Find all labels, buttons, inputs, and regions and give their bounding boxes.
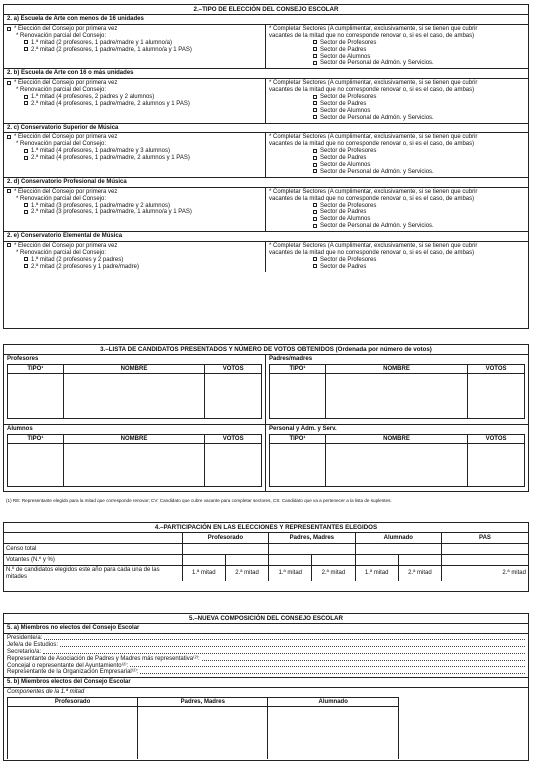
checkbox-icon[interactable] <box>24 156 28 160</box>
checkbox-icon[interactable] <box>24 101 28 105</box>
option-label: 2.ª mitad (4 profesores, 1 padre/madre, 2 alumnos y 1 PAS) <box>31 100 190 107</box>
election-type-row <box>4 188 528 232</box>
col-votos: VOTOS <box>485 435 507 442</box>
votantes-cell[interactable] <box>355 555 398 566</box>
partial-renewal-label: * Renovación parcial del Consejo: <box>16 249 107 256</box>
col-alumnado: Alumnado <box>355 533 441 544</box>
sector-label: Sector de Alumnos <box>320 107 371 114</box>
sector-label: Sector de Alumnos <box>320 216 371 223</box>
mitad-1: 1.ª mitad <box>182 566 225 582</box>
non-elected-member[interactable] <box>4 642 528 649</box>
sector-option[interactable] <box>269 223 525 230</box>
complete-sectors-note: * Completar Sectores (A cumplimentar, exclusivamente, si se tienen que cubrir <box>269 134 478 141</box>
votantes-cell[interactable] <box>398 555 441 566</box>
election-options <box>4 133 266 176</box>
non-elected-member[interactable] <box>4 656 528 663</box>
first-election-option[interactable] <box>7 189 262 196</box>
section-2-title: 2.–TIPO DE ELECCIÓN DEL CONSEJO ESCOLAR <box>4 5 528 15</box>
nombre-cell[interactable] <box>326 374 468 418</box>
censo-cell[interactable] <box>182 544 268 555</box>
option-label: 1.ª mitad (4 profesores, 1 padre/madre y 3 alumnos) <box>31 148 170 155</box>
election-options <box>4 79 266 122</box>
complete-sectors-note: vacantes de la mitad que no corresponde renovar o, si es el caso, de ambas) <box>269 141 475 148</box>
checkbox-icon[interactable] <box>7 135 11 139</box>
section-4 <box>3 522 529 592</box>
footnote: (1) RE: Representante elegido para la mitad que corresponde renovar; CV: Candidato que cubre vacante para completar sectores, CS: Candidato que va a pertenecer a la lista de suplentes. <box>6 498 392 503</box>
censo-cell[interactable] <box>269 544 355 555</box>
election-options <box>4 242 266 272</box>
sector-option[interactable] <box>269 162 525 169</box>
tipo-cell[interactable] <box>270 444 326 486</box>
first-half-option[interactable] <box>7 257 262 264</box>
option-label: 2.ª mitad (3 profesores, 1 padre/madre, 1 alumno/a y 1 PAS) <box>31 209 192 216</box>
sector-label: Sector de Profesores <box>320 39 377 46</box>
second-half-option[interactable] <box>7 101 262 108</box>
sector-option[interactable] <box>269 148 525 155</box>
sector-label: Sector de Alumnos <box>320 53 371 60</box>
censo-cell[interactable] <box>442 544 529 555</box>
sector-label: Sector de Personal de Admón. y Servicios. <box>320 168 434 175</box>
election-type-title: 2. b) Escuela de Arte con 16 o más unidades <box>4 69 528 79</box>
checkbox-icon[interactable] <box>313 203 317 207</box>
option-label: * Elección del Consejo por primera vez <box>14 134 118 141</box>
section-2-blocks <box>4 15 528 271</box>
election-type-row <box>4 133 528 177</box>
complete-sectors-note: * Completar Sectores (A cumplimentar, exclusivamente, si se tienen que cubrir <box>269 242 478 249</box>
checkbox-icon[interactable] <box>7 189 11 193</box>
member-label: Representante de la Organización Empresarial⁽²⁾: <box>7 669 139 676</box>
checkbox-icon[interactable] <box>313 163 317 167</box>
complete-sectors-note: vacantes de la mitad que no corresponde renovar o, si es el caso, de ambas) <box>269 32 475 39</box>
col-tipo: TIPO¹ <box>8 435 64 443</box>
first-election-option[interactable] <box>7 80 262 87</box>
row-censo: Censo total <box>4 544 182 555</box>
sector-label: Sector de Padres <box>320 155 367 162</box>
option-label: * Elección del Consejo por primera vez <box>14 188 118 195</box>
sector-option[interactable] <box>269 203 525 210</box>
checkbox-icon[interactable] <box>313 95 317 99</box>
participation-table <box>4 533 528 581</box>
mitad-2: 2.ª mitad <box>312 566 355 582</box>
option-label: 2.ª mitad (2 profesores y 1 padre/madre) <box>31 263 139 270</box>
sector-option[interactable] <box>269 60 525 67</box>
election-type-title: 2. a) Escuela de Arte con menos de 16 unidades <box>4 15 528 25</box>
sector-option[interactable] <box>269 40 525 47</box>
subsection-5b-title: 5. b) Miembros electos del Consejo Escolar <box>4 678 528 688</box>
option-label: * Elección del Consejo por primera vez <box>14 242 118 249</box>
member-label: Representante de Asociación de Padres y Madres más representativa⁽²⁾: <box>7 655 200 662</box>
member-label: Jefe/a de Estudios: <box>7 641 59 648</box>
group-title: Padres/madres <box>269 356 313 363</box>
sector-option[interactable] <box>269 47 525 54</box>
group-title: Alumnos <box>7 426 33 433</box>
candidates-table <box>269 434 525 487</box>
complete-sectors-note: vacantes de la mitad que no corresponde renovar o, si es el caso, de ambas) <box>269 195 475 202</box>
checkbox-icon[interactable] <box>24 257 28 261</box>
col-votos: VOTOS <box>222 365 244 372</box>
checkbox-icon[interactable] <box>24 149 28 153</box>
checkbox-icon[interactable] <box>24 40 28 44</box>
first-election-option[interactable] <box>7 243 262 250</box>
fill-line[interactable] <box>44 635 525 640</box>
option-label: 1.ª mitad (4 profesores, 2 padres y 2 alumnos) <box>31 94 155 101</box>
col-tipo: TIPO¹ <box>8 365 64 373</box>
sector-label: Sector de Alumnos <box>320 162 371 169</box>
sector-option[interactable] <box>269 155 525 162</box>
nombre-cell[interactable] <box>326 444 468 486</box>
partial-renewal-label: * Renovación parcial del Consejo: <box>16 32 107 39</box>
section-3-title: 3.–LISTA DE CANDIDATOS PRESENTADOS Y NÚMERO DE VOTOS OBTENIDOS (Ordenada por número de votos) <box>4 345 528 355</box>
election-type-row <box>4 79 528 123</box>
candidates-table <box>7 364 262 419</box>
section-5 <box>3 613 529 761</box>
group-pas <box>266 425 528 492</box>
col-padres: Padres, Madres <box>269 533 355 544</box>
group-title: Profesores <box>7 356 39 363</box>
col-nombre: NOMBRE <box>326 365 468 373</box>
complete-sectors-note: * Completar Sectores (A cumplimentar, exclusivamente, si se tienen que cubrir <box>269 26 478 33</box>
checkbox-icon[interactable] <box>7 81 11 85</box>
first-half-label: Componentes de la 1.ª mitad <box>7 689 85 696</box>
group-title: Personal y Adm. y Serv. <box>269 426 337 433</box>
col-nombre: NOMBRE <box>326 435 468 443</box>
mitad-2: 2.ª mitad <box>225 566 268 582</box>
member-label: Secretario/a: <box>7 648 42 655</box>
col-tipo: TIPO¹ <box>270 365 326 373</box>
votantes-cell[interactable] <box>182 555 225 566</box>
sector-option[interactable] <box>269 216 525 223</box>
mitad-2: 2.ª mitad <box>442 566 529 582</box>
votantes-cell[interactable] <box>225 555 268 566</box>
option-label: 2.ª mitad (4 profesores, 1 padre/madre, 2 alumnos y 1 PAS) <box>31 155 190 162</box>
col-nombre: NOMBRE <box>64 365 206 373</box>
partial-renewal-label: * Renovación parcial del Consejo: <box>16 87 107 94</box>
election-type-title: 2. c) Conservatorio Superior de Música <box>4 124 528 134</box>
fill-line[interactable] <box>43 649 525 654</box>
votos-cell[interactable] <box>205 444 261 486</box>
election-options <box>4 188 266 231</box>
col-profesorado: Profesorado <box>182 533 268 544</box>
elected-table <box>7 697 399 759</box>
sector-options <box>266 133 528 176</box>
col-tipo: TIPO¹ <box>270 435 326 443</box>
mitad-1: 1.ª mitad <box>269 566 312 582</box>
first-election-option[interactable] <box>7 134 262 141</box>
complete-sectors-note: * Completar Sectores (A cumplimentar, exclusivamente, si se tienen que cubrir <box>269 80 478 87</box>
checkbox-icon[interactable] <box>24 95 28 99</box>
option-label: * Elección del Consejo por primera vez <box>14 26 118 33</box>
election-type-row <box>4 242 528 272</box>
subsection-5a-title: 5. a) Miembros no electos del Consejo Escolar <box>4 624 528 634</box>
sector-label: Sector de Padres <box>320 100 367 107</box>
sector-label: Sector de Padres <box>320 263 367 270</box>
first-half-option[interactable] <box>7 40 262 47</box>
checkbox-icon[interactable] <box>313 264 317 268</box>
checkbox-icon[interactable] <box>313 224 317 228</box>
election-type-row <box>4 25 528 69</box>
checkbox-icon[interactable] <box>313 101 317 105</box>
section-4-title: 4.–PARTICIPACIÓN EN LAS ELECCIONES Y REPRESENTANTES ELEGIDOS <box>4 523 528 533</box>
sector-options <box>266 188 528 231</box>
votantes-cell[interactable] <box>442 555 529 566</box>
tipo-cell[interactable] <box>270 374 326 418</box>
sector-options <box>266 242 528 272</box>
mitad-2: 2.ª mitad <box>398 566 441 582</box>
checkbox-icon[interactable] <box>24 47 28 51</box>
section-2 <box>3 4 529 329</box>
candidates-table <box>269 364 525 419</box>
fill-line[interactable] <box>140 669 525 674</box>
votantes-cell[interactable] <box>269 555 312 566</box>
votos-cell[interactable] <box>205 374 261 418</box>
non-elected-member[interactable] <box>4 635 528 642</box>
tipo-cell[interactable] <box>8 444 64 486</box>
sector-option[interactable] <box>269 54 525 61</box>
sector-option[interactable] <box>269 264 525 271</box>
fill-line[interactable] <box>202 656 525 661</box>
votos-cell[interactable] <box>468 444 524 486</box>
group-padres <box>266 355 528 424</box>
member-label: Concejal o representante del Ayuntamiento⁽²⁾: <box>7 662 129 669</box>
candidates-table <box>7 434 262 487</box>
checkbox-icon[interactable] <box>24 203 28 207</box>
option-label: 1.ª mitad (2 profesores, 1 padre/madre y 1 alumno/a) <box>31 39 172 46</box>
election-type-title: 2. e) Conservatorio Elemental de Música <box>4 232 528 242</box>
col-votos: VOTOS <box>485 365 507 372</box>
checkbox-icon[interactable] <box>7 27 11 31</box>
sector-option[interactable] <box>269 169 525 176</box>
member-label: Presidente/a: <box>7 635 43 642</box>
sector-label: Sector de Profesores <box>320 94 377 101</box>
sector-label: Sector de Profesores <box>320 202 377 209</box>
col-profesorado: Profesorado <box>8 698 137 707</box>
election-type-title: 2. d) Conservatorio Profesional de Música <box>4 178 528 188</box>
checkbox-icon[interactable] <box>24 264 28 268</box>
row-elegidos: N.º de candidatos elegidos este año para cada una de las mitades <box>4 566 182 582</box>
checkbox-icon[interactable] <box>313 210 317 214</box>
partial-renewal-label: * Renovación parcial del Consejo: <box>16 195 107 202</box>
checkbox-icon[interactable] <box>313 217 317 221</box>
sector-option[interactable] <box>269 94 525 101</box>
group-alumnos <box>4 425 266 492</box>
sector-option[interactable] <box>269 108 525 115</box>
row-votantes: Votantes (N.º y %) <box>4 555 182 566</box>
checkbox-icon[interactable] <box>313 156 317 160</box>
checkbox-icon[interactable] <box>24 210 28 214</box>
sector-label: Sector de Profesores <box>320 148 377 155</box>
first-election-option[interactable] <box>7 26 262 33</box>
checkbox-icon[interactable] <box>313 169 317 173</box>
tipo-cell[interactable] <box>8 374 64 418</box>
nombre-cell[interactable] <box>64 444 206 486</box>
sector-label: Sector de Personal de Admón. y Servicios. <box>320 114 434 121</box>
checkbox-icon[interactable] <box>313 54 317 58</box>
checkbox-icon[interactable] <box>313 61 317 65</box>
sector-label: Sector de Padres <box>320 46 367 53</box>
section-3 <box>3 344 529 492</box>
complete-sectors-note: vacantes de la mitad que no corresponde renovar o, si es el caso, de ambas) <box>269 87 475 94</box>
col-nombre: NOMBRE <box>64 435 206 443</box>
second-half-option[interactable] <box>7 264 262 271</box>
sector-label: Sector de Padres <box>320 209 367 216</box>
option-label: 1.ª mitad (3 profesores, 1 padre/madre y 2 alumnos) <box>31 202 170 209</box>
election-options <box>4 25 266 68</box>
sector-option[interactable] <box>269 257 525 264</box>
sector-option[interactable] <box>269 101 525 108</box>
col-votos: VOTOS <box>222 435 244 442</box>
group-profesores <box>4 355 266 424</box>
col-padres: Padres, Madres <box>138 698 267 707</box>
sector-label: Sector de Personal de Admón. y Servicios. <box>320 60 434 67</box>
first-half-option[interactable] <box>7 94 262 101</box>
complete-sectors-note: * Completar Sectores (A cumplimentar, exclusivamente, si se tienen que cubrir <box>269 188 478 195</box>
votos-cell[interactable] <box>468 374 524 418</box>
sector-options <box>266 79 528 122</box>
option-label: 2.ª mitad (2 profesores, 1 padre/madre, 1 alumno/a y 1 PAS) <box>31 46 192 53</box>
sector-options <box>266 25 528 68</box>
sector-label: Sector de Profesores <box>320 256 377 263</box>
censo-cell[interactable] <box>355 544 441 555</box>
second-half-option[interactable] <box>7 47 262 54</box>
fill-line[interactable] <box>130 663 525 668</box>
checkbox-icon[interactable] <box>313 47 317 51</box>
section-5-title: 5.–NUEVA COMPOSICIÓN DEL CONSEJO ESCOLAR <box>4 614 528 624</box>
col-pas: PAS <box>442 533 529 544</box>
non-elected-list <box>4 634 528 678</box>
sector-option[interactable] <box>269 209 525 216</box>
col-alumnado: Alumnado <box>268 698 398 707</box>
candidates-grid <box>4 355 528 425</box>
non-elected-member[interactable] <box>4 669 528 676</box>
mitad-1: 1.ª mitad <box>355 566 398 582</box>
votantes-cell[interactable] <box>312 555 355 566</box>
fill-line[interactable] <box>60 642 525 647</box>
checkbox-icon[interactable] <box>313 115 317 119</box>
second-half-option[interactable] <box>7 155 262 162</box>
option-label: * Elección del Consejo por primera vez <box>14 80 118 87</box>
checkbox-icon[interactable] <box>313 40 317 44</box>
checkbox-icon[interactable] <box>313 108 317 112</box>
non-elected-member[interactable] <box>4 649 528 656</box>
sector-option[interactable] <box>269 115 525 122</box>
partial-renewal-label: * Renovación parcial del Consejo: <box>16 141 107 148</box>
candidates-grid-2 <box>4 425 528 492</box>
nombre-cell[interactable] <box>64 374 206 418</box>
second-half-option[interactable] <box>7 209 262 216</box>
sector-label: Sector de Personal de Admón. y Servicios. <box>320 223 434 230</box>
checkbox-icon[interactable] <box>313 149 317 153</box>
option-label: 1.ª mitad (2 profesores y 2 padres) <box>31 256 124 263</box>
checkbox-icon[interactable] <box>313 257 317 261</box>
complete-sectors-note: vacantes de la mitad que no corresponde renovar o, si es el caso, de ambas) <box>269 249 475 256</box>
checkbox-icon[interactable] <box>7 243 11 247</box>
